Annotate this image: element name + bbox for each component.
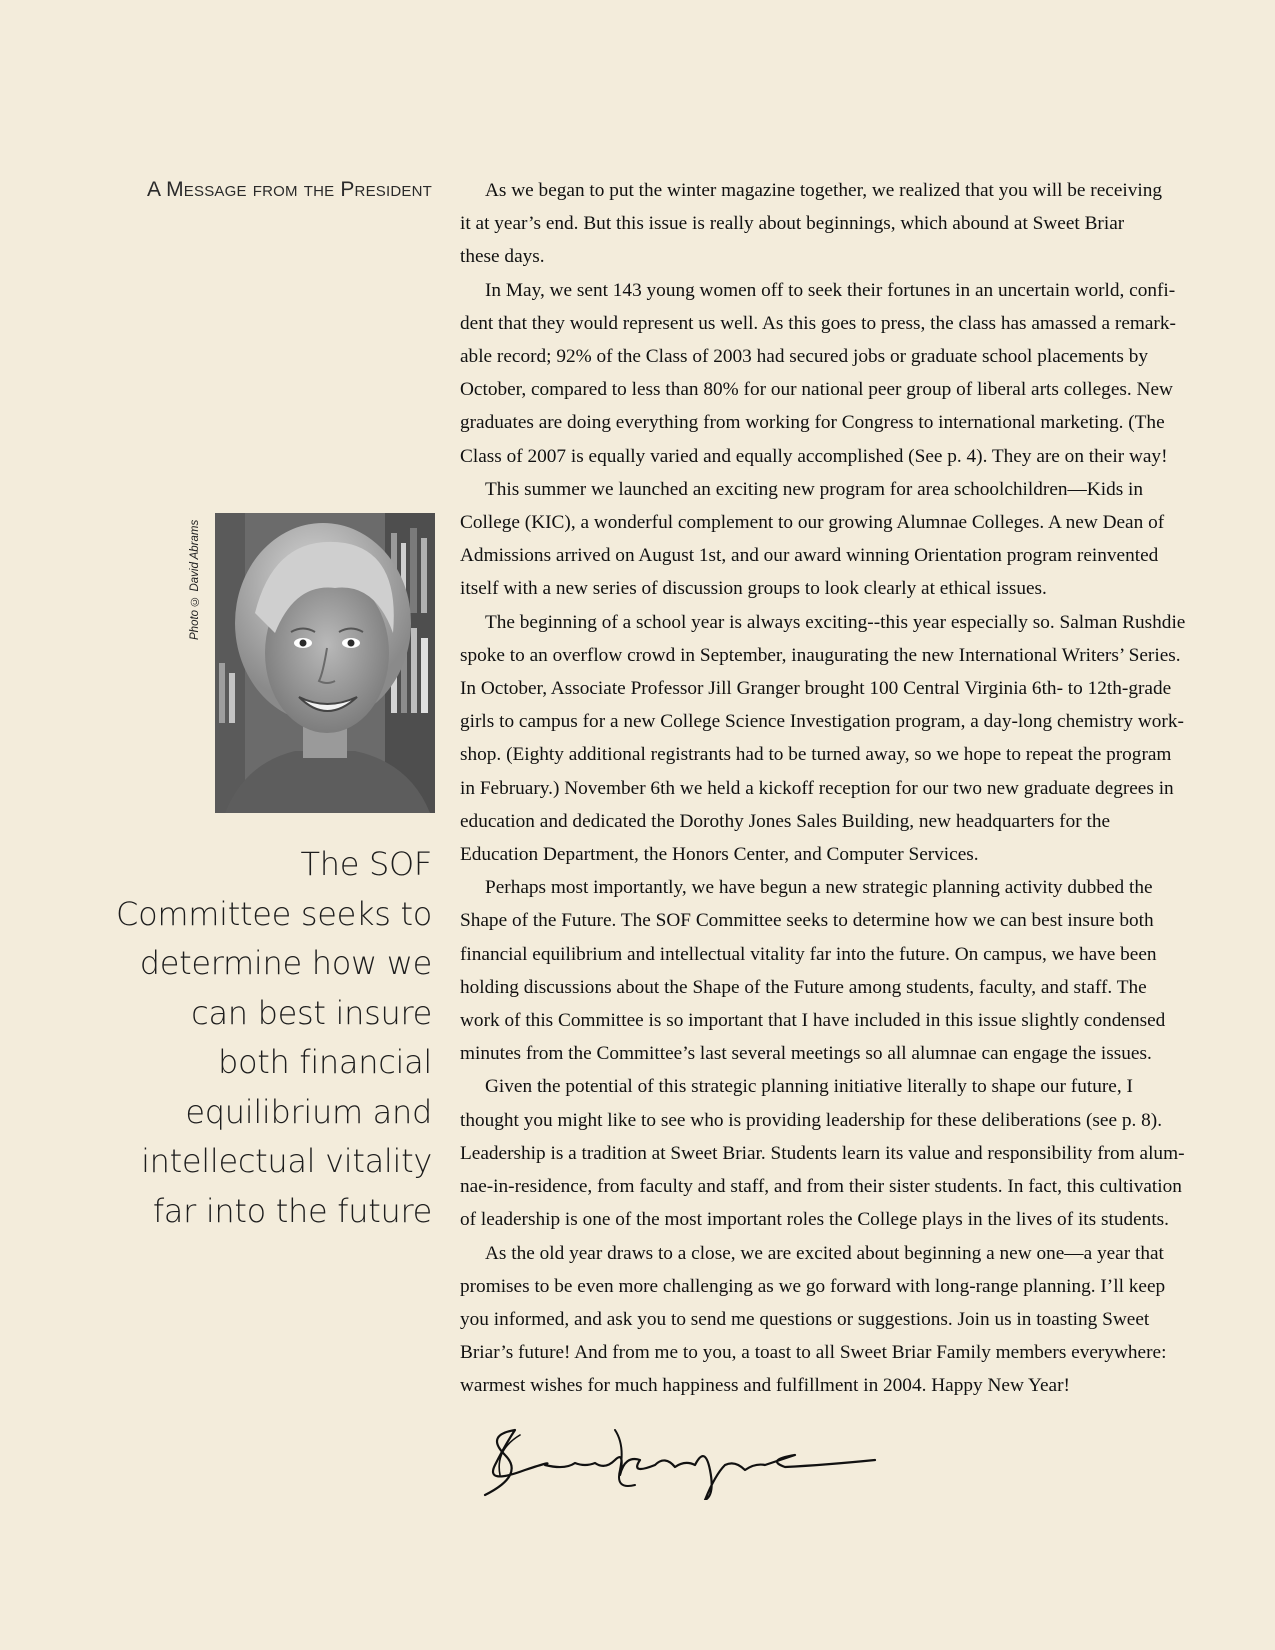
- letter-line: warmest wishes for much happiness and fulfillment in 2004. Happy New Year!: [460, 1375, 1070, 1397]
- letter-line: Perhaps most importantly, we have begun a new strategic planning activity dubbed the: [485, 877, 1153, 899]
- pull-quote-line: Committee seeks to: [116, 894, 432, 933]
- letter-line: This summer we launched an exciting new program for area schoolchildren—Kids in: [485, 478, 1144, 500]
- letter-paragraph: [460, 1237, 1195, 1403]
- letter-line: Class of 2007 is equally varied and equally accomplished (See p. 4). They are on their way!: [460, 445, 1168, 467]
- letter-line: Shape of the Future. The SOF Committee seeks to determine how we can best insure both: [460, 910, 1154, 932]
- letter-line: As we began to put the winter magazine together, we realized that you will be receiving: [485, 180, 1163, 201]
- president-signature: [465, 1415, 885, 1500]
- letter-line: As the old year draws to a close, we are excited about beginning a new one—a year that: [485, 1242, 1164, 1264]
- letter-paragraph: [460, 274, 1195, 473]
- letter-line: promises to be even more challenging as we go forward with long-range planning. I’ll keep: [460, 1275, 1166, 1297]
- letter-paragraph: [460, 871, 1195, 1070]
- letter-line: work of this Committee is so important that I have included in this issue slightly condensed: [460, 1010, 1166, 1032]
- photo-credit: Photo © David Abrams: [189, 519, 201, 640]
- letter-body: [460, 174, 1195, 1403]
- letter-line: you informed, and ask you to send me questions or suggestions. Join us in toasting Sweet: [460, 1308, 1150, 1330]
- letter-line: shop. (Eighty additional registrants had to be turned away, so we hope to repeat the program: [460, 744, 1172, 766]
- letter-line: financial equilibrium and intellectual vitality far into the future. On campus, we have been: [460, 943, 1157, 965]
- letter-line: College (KIC), a wonderful complement to our growing Alumnae Colleges. A new Dean of: [460, 512, 1165, 534]
- letter-line: these days.: [460, 246, 545, 268]
- letter-line: able record; 92% of the Class of 2003 had secured jobs or graduate school placements by: [460, 346, 1149, 368]
- letter-line: holding discussions about the Shape of the Future among students, faculty, and staff. The: [460, 976, 1147, 998]
- letter-line: spoke to an overflow crowd in September, inaugurating the new International Writers’ Series.: [460, 644, 1181, 666]
- pull-quote: [110, 840, 432, 1236]
- letter-line: In October, Associate Professor Jill Granger brought 100 Central Virginia 6th- to 12th-grade: [460, 678, 1172, 700]
- letter-line: graduates are doing everything from working for Congress to international marketing. (The: [460, 412, 1165, 434]
- letter-line: girls to campus for a new College Science Investigation program, a day-long chemistry work-: [460, 711, 1184, 733]
- pull-quote-line: intellectual vitality: [141, 1142, 432, 1180]
- letter-line: minutes from the Committee’s last several meetings so all alumnae can engage the issues.: [460, 1043, 1152, 1065]
- letter-paragraph: [460, 1070, 1195, 1236]
- letter-line: it at year’s end. But this issue is really about beginnings, which abound at Sweet Briar: [460, 213, 1125, 235]
- president-photo-block: [190, 510, 435, 815]
- letter-line: in February.) November 6th we held a kickoff reception for our two new graduate degrees in: [460, 777, 1174, 799]
- letter-line: The beginning of a school year is always exciting--this year especially so. Salman Rushdie: [485, 611, 1186, 633]
- pull-quote-line: equilibrium and: [185, 1092, 432, 1131]
- president-portrait: [215, 513, 435, 813]
- letter-line: nae-in-residence, from faculty and staff, and from their sister students. In fact, this cultivation: [460, 1176, 1182, 1198]
- pull-quote-line: determine how we: [139, 944, 432, 982]
- letter-line: Admissions arrived on August 1st, and our award winning Orientation program reinvented: [460, 545, 1159, 567]
- letter-line: Given the potential of this strategic planning initiative literally to shape our future, I: [485, 1076, 1133, 1098]
- section-heading: A Message from the President: [147, 178, 432, 201]
- letter-line: In May, we sent 143 young women off to seek their fortunes in an uncertain world, confi-: [485, 279, 1176, 301]
- letter-line: Leadership is a tradition at Sweet Briar. Students learn its value and responsibility from alum-: [460, 1142, 1185, 1164]
- letter-line: dent that they would represent us well. As this goes to press, the class has amassed a remark-: [460, 312, 1176, 334]
- pull-quote-line: can best insure: [191, 993, 432, 1032]
- pull-quote-line: The SOF: [300, 845, 432, 883]
- letter-line: October, compared to less than 80% for our national peer group of liberal arts colleges. New: [460, 379, 1173, 401]
- letter-line: thought you might like to see who is providing leadership for these deliberations (see p. 8).: [460, 1109, 1163, 1131]
- letter-line: education and dedicated the Dorothy Jones Sales Building, new headquarters for the: [460, 810, 1111, 832]
- letter-line: Education Department, the Honors Center, and Computer Services.: [460, 844, 979, 866]
- letter-paragraph: [460, 473, 1195, 606]
- pull-quote-line: far into the future: [152, 1191, 432, 1230]
- letter-paragraph: [460, 174, 1195, 274]
- letter-paragraph: [460, 606, 1195, 872]
- letter-line: Briar’s future! And from me to you, a toast to all Sweet Briar Family members everywhere:: [460, 1342, 1167, 1364]
- pull-quote-line: both financial: [217, 1043, 432, 1081]
- letter-line: of leadership is one of the most important roles the College plays in the lives of its students.: [460, 1209, 1170, 1231]
- letter-line: itself with a new series of discussion groups to look clearly at ethical issues.: [460, 578, 1047, 600]
